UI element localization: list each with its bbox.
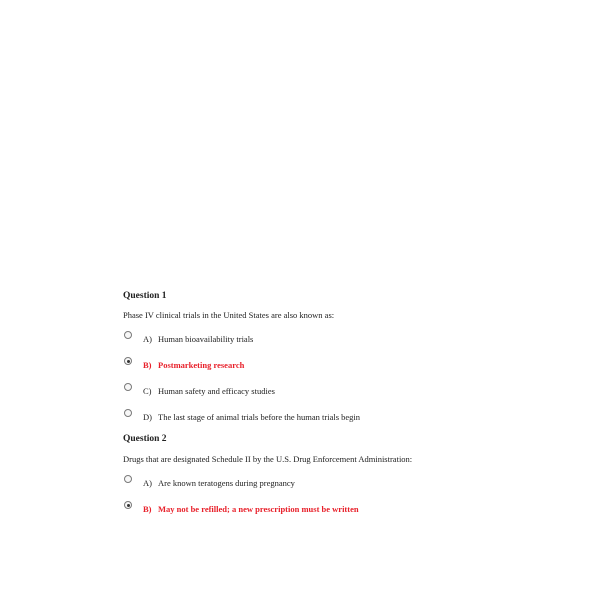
question-1-heading: Question 1 <box>123 291 167 301</box>
option-label: Are known teratogens during pregnancy <box>158 478 295 488</box>
option-letter: C) <box>143 386 152 396</box>
option-letter: A) <box>143 478 152 488</box>
option-letter: A) <box>143 334 152 344</box>
radio-dot-icon <box>127 504 130 507</box>
radio-dot-icon <box>127 360 130 363</box>
radio-button-unselected[interactable] <box>124 409 132 417</box>
option-label: May not be refilled; a new prescription must be written <box>158 504 359 514</box>
radio-button-selected[interactable] <box>124 357 132 365</box>
option-letter: B) <box>143 360 152 370</box>
option-label: Postmarketing research <box>158 360 245 370</box>
radio-button-unselected[interactable] <box>124 475 132 483</box>
question-2-prompt: Drugs that are designated Schedule II by the U.S. Drug Enforcement Administration: <box>123 454 413 464</box>
radio-button-unselected[interactable] <box>124 331 132 339</box>
option-letter: B) <box>143 504 152 514</box>
option-label: Human safety and efficacy studies <box>158 386 275 396</box>
question-1-prompt: Phase IV clinical trials in the United States are also known as: <box>123 310 335 320</box>
option-label: Human bioavailability trials <box>158 334 254 344</box>
question-2-heading: Question 2 <box>123 434 167 444</box>
radio-button-unselected[interactable] <box>124 383 132 391</box>
radio-button-selected[interactable] <box>124 501 132 509</box>
option-label: The last stage of animal trials before the human trials begin <box>158 412 361 422</box>
option-letter: D) <box>143 412 152 422</box>
